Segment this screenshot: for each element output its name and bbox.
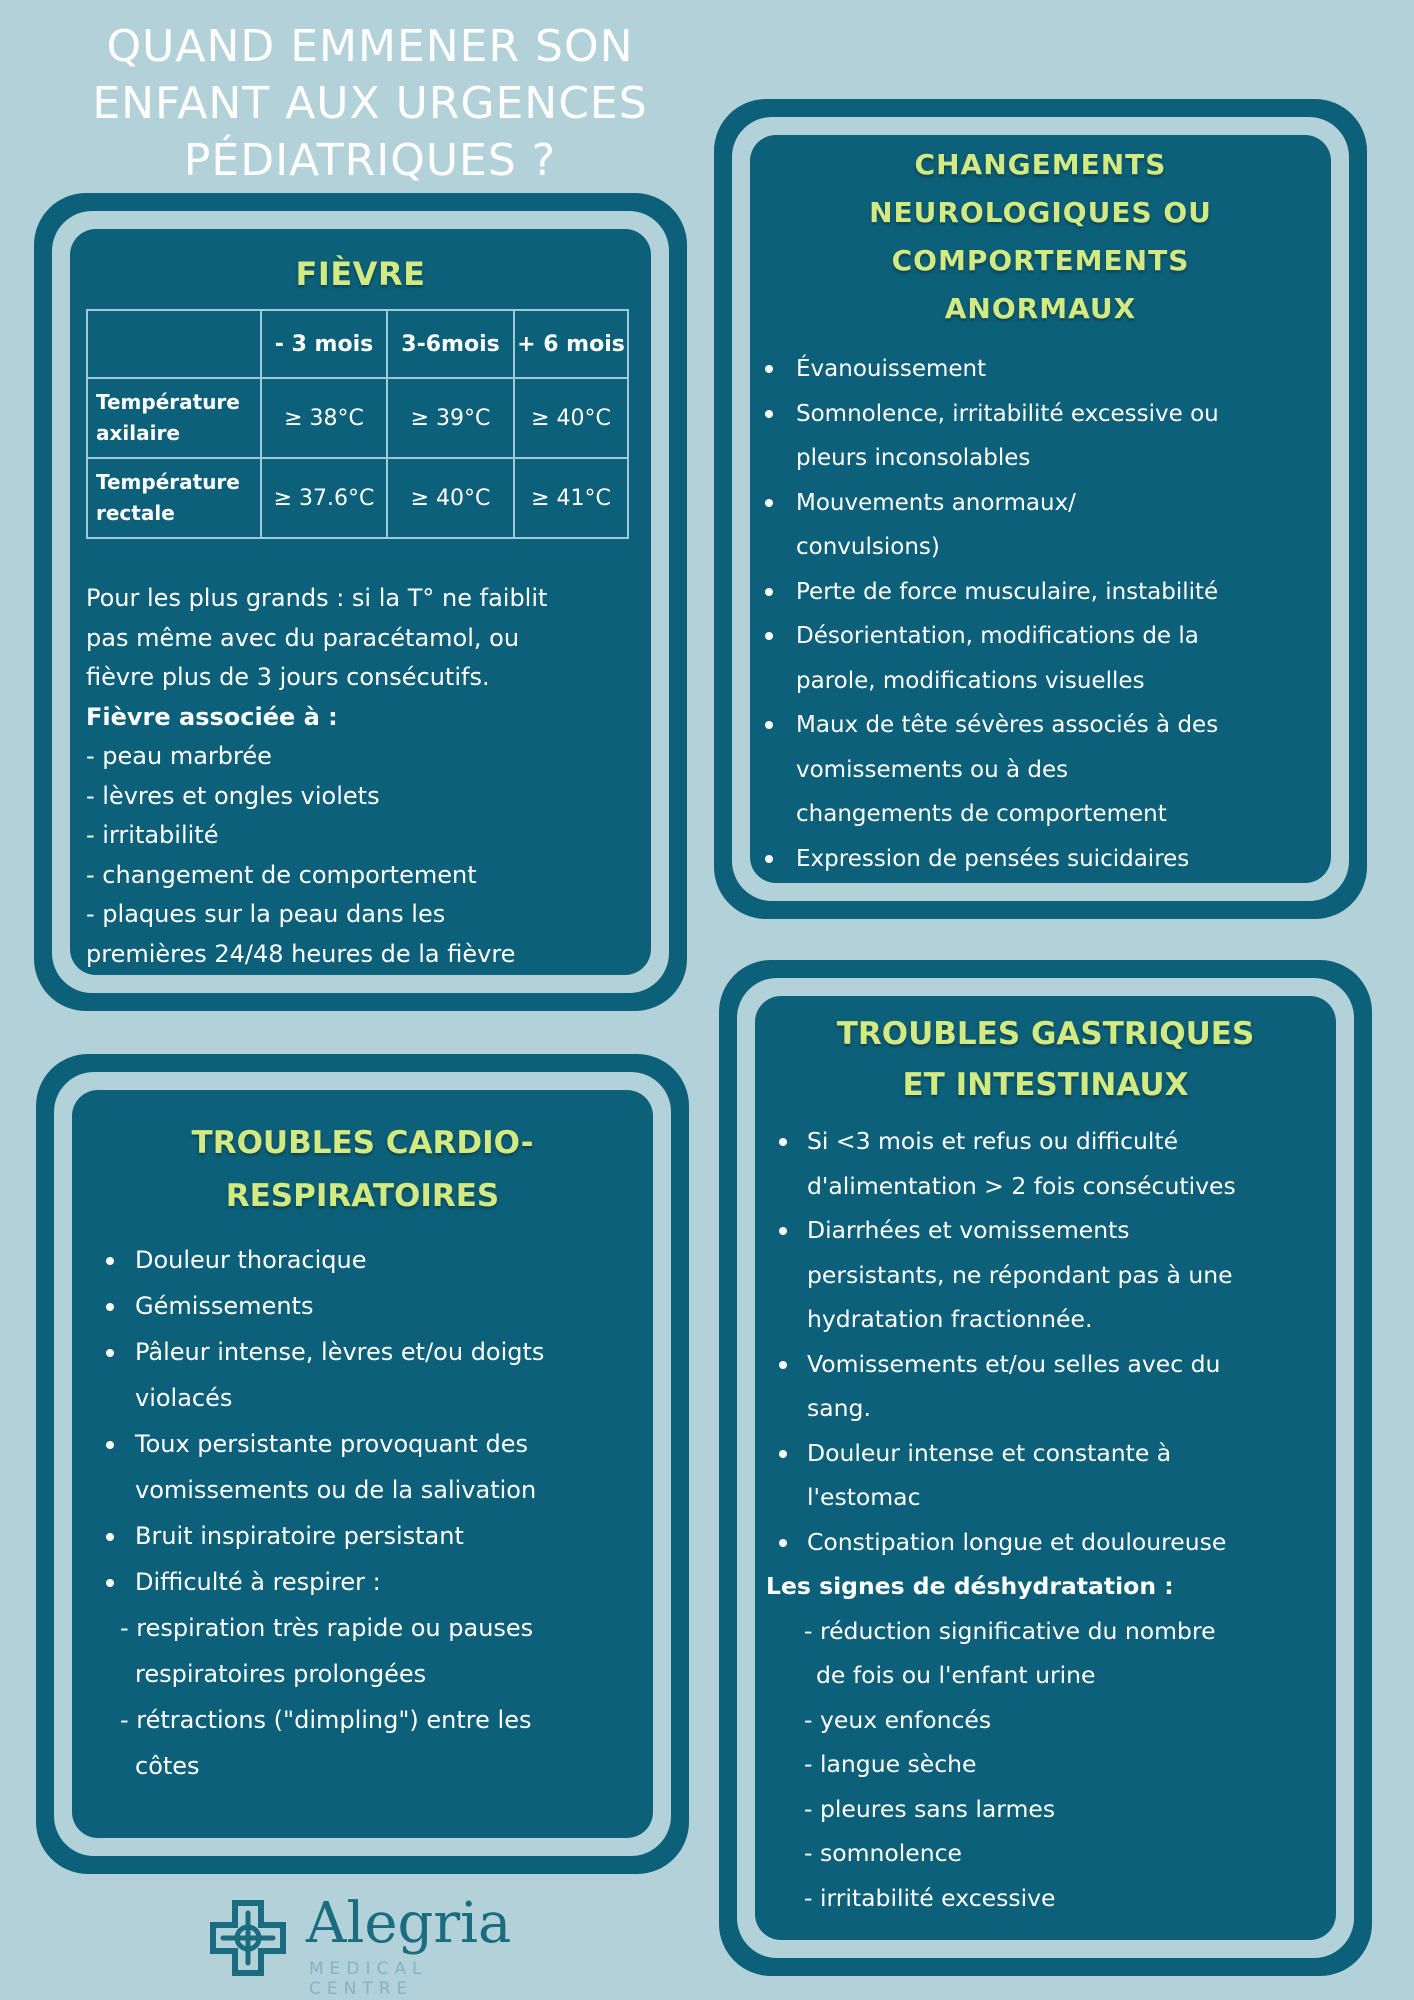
dehydration-line: de fois ou l'enfant urine (816, 1661, 1096, 1689)
list-item-line: Douleur intense et constante à (807, 1438, 1172, 1467)
cross-knot-icon (205, 1895, 291, 1981)
fever-value-cell: ≥ 37.6°C (261, 458, 387, 538)
list-item-line: Si <3 mois et refus ou difficulté (807, 1127, 1179, 1155)
gastro-list (755, 1119, 1336, 1564)
brand-logo (205, 1891, 535, 1999)
table-row (87, 378, 628, 458)
neuro-card-content (750, 135, 1331, 883)
list-item-line: persistants, ne répondant pas à une (807, 1260, 1233, 1289)
fever-associated-line: - lèvres et ongles violets (86, 781, 380, 810)
fever-card (34, 193, 687, 1011)
gastro-card (719, 960, 1372, 1976)
page-title-line: QUAND EMMENER SON (106, 21, 634, 72)
list-item (796, 392, 1325, 481)
list-item (807, 1208, 1332, 1342)
list-item-line: Pâleur intense, lèvres et/ou doigts (135, 1338, 545, 1366)
fever-paragraph-line: pas même avec du paracétamol, ou (86, 623, 520, 652)
fever-table-header-cell: 3-6mois (387, 310, 514, 378)
list-item-line: Bruit inspiratoire persistant (135, 1522, 464, 1550)
title-line: TROUBLES GASTRIQUES (836, 1016, 1255, 1052)
title-line: TROUBLES CARDIO- (191, 1125, 534, 1161)
cardio-sub-list (72, 1605, 653, 1789)
list-item-line: vomissements ou de la salivation (135, 1476, 537, 1504)
list-item-line: hydratation fractionnée. (807, 1305, 1093, 1333)
fever-title: FIÈVRE (295, 255, 426, 293)
list-item-line: Douleur thoracique (135, 1246, 367, 1274)
list-item (135, 1513, 643, 1559)
list-item-line: Vomissements et/ou selles avec du (807, 1349, 1221, 1378)
list-item-line: convulsions) (796, 534, 940, 560)
list-item-line: vomissements ou à des (796, 756, 1069, 783)
cardio-card-content (72, 1090, 653, 1838)
page-title-line: ENFANT AUX URGENCES (92, 78, 648, 129)
list-item-line: Diarrhées et vomissements (807, 1216, 1130, 1244)
list-item (807, 1119, 1332, 1208)
fever-associated-line: - irritabilité (86, 821, 219, 849)
dehydration-title: Les signes de déshydratation : (766, 1572, 1174, 1600)
list-item-line: Désorientation, modifications de la (796, 623, 1199, 649)
list-item-line: Gémissements (135, 1292, 314, 1320)
list-item-line: changements de comportement (796, 801, 1167, 827)
fever-table-header-cell (87, 310, 261, 378)
title-line: RESPIRATOIRES (225, 1178, 500, 1214)
fever-associated-title: Fièvre associée à : (86, 702, 338, 731)
title-line: ET INTESTINAUX (902, 1067, 1189, 1103)
fever-value-cell: ≥ 38°C (261, 378, 387, 458)
dehydration-line: - somnolence (804, 1839, 962, 1867)
dehydration-section (755, 1564, 1336, 1920)
page-title-line: PÉDIATRIQUES ? (183, 135, 557, 186)
title-line: NEUROLOGIQUES OU (869, 196, 1212, 229)
fever-associated-line: - plaques sur la peau dans les (86, 900, 446, 928)
table-row (87, 458, 628, 538)
fever-associated-line: - changement de comportement (86, 860, 477, 889)
sub-list-line: - respiration très rapide ou pauses (120, 1614, 534, 1642)
fever-row-label (87, 378, 261, 458)
dehydration-line: - réduction significative du nombre (804, 1616, 1216, 1645)
list-item-line: Toux persistante provoquant des (135, 1430, 529, 1458)
fever-table (86, 309, 629, 539)
list-item-line: Maux de tête sévères associés à des (796, 712, 1219, 738)
list-item-line: Perte de force musculaire, instabilité (796, 578, 1219, 605)
fever-value-cell: ≥ 41°C (514, 458, 628, 538)
neuro-list (750, 347, 1331, 881)
list-item (796, 614, 1325, 703)
fever-associated-line: premières 24/48 heures de la fièvre (86, 939, 516, 968)
cardio-card (36, 1054, 689, 1874)
list-item (135, 1559, 643, 1605)
fever-table-header-row (87, 310, 628, 378)
cardio-title (72, 1117, 653, 1223)
list-item-line: l'estomac (807, 1483, 921, 1511)
list-item (135, 1421, 643, 1513)
list-item (796, 570, 1325, 615)
list-item-line: Somnolence, irritabilité excessive ou (796, 400, 1219, 427)
list-item (796, 703, 1325, 837)
list-item (135, 1237, 643, 1283)
logo-name: Alegria (306, 1891, 512, 1956)
sub-list-line: respiratoires prolongées (135, 1660, 427, 1688)
title-line: CHANGEMENTS (914, 148, 1167, 181)
list-item-line: pleurs inconsolables (796, 445, 1031, 471)
fever-card-content (70, 229, 651, 975)
fever-value-cell: ≥ 40°C (514, 378, 628, 458)
fever-associated-line: - peau marbrée (86, 742, 272, 770)
fever-paragraph-line: fièvre plus de 3 jours consécutifs. (86, 663, 490, 691)
fever-paragraph-line: Pour les plus grands : si la T° ne faiblit (86, 584, 548, 612)
fever-text (86, 579, 646, 974)
row-label-line: rectale (96, 501, 175, 525)
sub-list-line: - rétractions ("dimpling") entre les (120, 1706, 532, 1734)
neuro-card (714, 99, 1367, 919)
list-item-line: sang. (807, 1394, 871, 1422)
fever-table-header-cell: - 3 mois (261, 310, 387, 378)
list-item-line: parole, modifications visuelles (796, 667, 1145, 694)
list-item-line: Expression de pensées suicidaires (796, 845, 1190, 872)
fever-value-cell: ≥ 40°C (387, 458, 514, 538)
list-item (807, 1520, 1332, 1565)
list-item (807, 1431, 1332, 1520)
row-label-line: Température (96, 470, 240, 494)
list-item-line: violacés (135, 1384, 233, 1412)
list-item (796, 481, 1325, 570)
dehydration-line: - pleures sans larmes (804, 1794, 1056, 1823)
gastro-card-content (755, 996, 1336, 1940)
list-item-line: Constipation longue et douloureuse (807, 1527, 1227, 1556)
row-label-line: Température (96, 390, 240, 414)
logo-subtitle: MEDICAL CENTRE (309, 1959, 428, 1999)
dehydration-line: - langue sèche (804, 1750, 977, 1778)
list-item-line: Difficulté à respirer : (135, 1568, 381, 1596)
fever-table-header-cell: + 6 mois (514, 310, 628, 378)
list-item (135, 1329, 643, 1421)
list-item-line: d'alimentation > 2 fois consécutives (807, 1171, 1236, 1200)
title-line: ANORMAUX (944, 292, 1137, 325)
dehydration-line: - irritabilité excessive (804, 1883, 1056, 1912)
list-item (796, 837, 1325, 882)
list-item (796, 347, 1325, 392)
row-label-line: axilaire (96, 421, 180, 445)
page-title (40, 18, 700, 189)
list-item-line: Mouvements anormaux/ (796, 489, 1076, 516)
list-item (807, 1342, 1332, 1431)
list-item-line: Évanouissement (796, 356, 987, 382)
list-item (135, 1283, 643, 1329)
cardio-list (72, 1237, 653, 1605)
gastro-title (755, 1009, 1336, 1111)
title-line: COMPORTEMENTS (891, 244, 1190, 277)
neuro-title (750, 141, 1331, 333)
sub-list-line: côtes (135, 1752, 200, 1780)
fever-value-cell: ≥ 39°C (387, 378, 514, 458)
fever-row-label (87, 458, 261, 538)
dehydration-line: - yeux enfoncés (804, 1705, 992, 1734)
